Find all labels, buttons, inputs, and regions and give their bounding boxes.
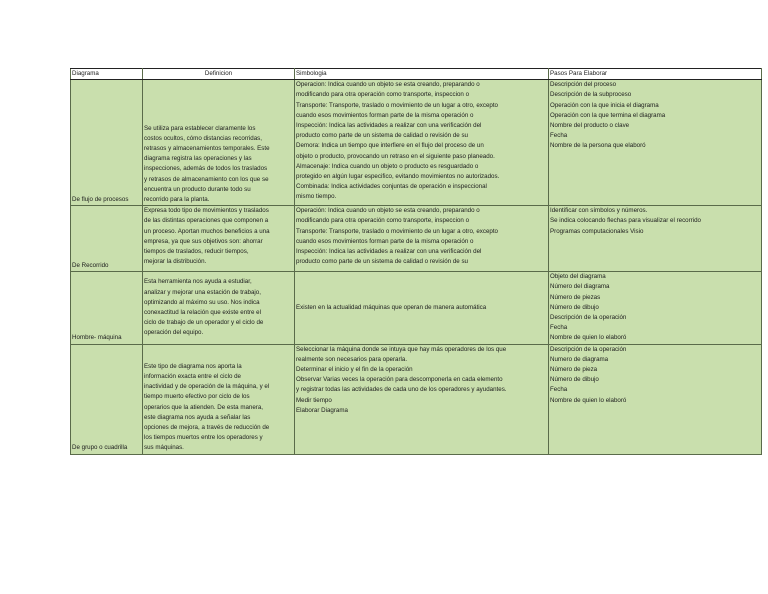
header-definicion[interactable]: Definicion (143, 69, 295, 80)
row-diagrama-grupo[interactable]: De grupo o cuadrilla (71, 344, 143, 454)
row-pasos-recorrido[interactable]: Identificar con símbolos y números. Se indica colocando flechas para visualizar el recorrido Programas computacionales Visio (549, 206, 762, 272)
table-row (71, 206, 762, 272)
row-simbologia-recorrido[interactable]: Operación: Indica cuando un objeto se esta creando, preparando o modificando para otra operación como transporte, inspeccion o Transporte: Transporte, traslado o movimiento de un lugar a otro, excepto cuando esos movimientos forman parte de la misma operación o Inspección: Indica las actividades a realizar con una verificación del producto como parte de un sistema de calidad o revisión de su (295, 206, 549, 272)
header-pasos[interactable]: Pasos Para Elaborar (549, 69, 762, 80)
row-diagrama-flujo[interactable]: De flujo de procesos (71, 80, 143, 206)
row-definicion-hombre-maquina[interactable]: Esta herramienta nos ayuda a estudiar, analizar y mejorar una estación de trabajo, optimizando al máximo su uso. Nos indica conexactitud la relación que existe entre el ciclo de trabajo de un operador y el ciclo de operación del equipo. (143, 272, 295, 344)
header-row (71, 69, 762, 80)
row-simbologia-grupo[interactable]: Seleccionar la máquina donde se intuya que hay más operadores de los que realmente son necesarios para operarla. Determinar el inicio y el fin de la operación Observar Varias veces la operación para descomponerla en cada elemento y registrar todas las actividades de cada uno de los operadores y ayudantes. Medir tiempo Elaborar Diagrama (295, 344, 549, 454)
row-diagrama-recorrido[interactable]: De Recorrido (71, 206, 143, 272)
diagram-table (70, 68, 762, 455)
row-definicion-recorrido[interactable]: Expresa todo tipo de movimientos y traslados de las distintas operaciones que componen a un proceso. Aportan muchos beneficios a una empresa, ya que sus objetivos son: ahorrar tiempos de traslados, reducir tiempos, mejorar la distribución. (143, 206, 295, 272)
row-pasos-flujo[interactable]: Descripción del proceso Descripción de la subproceso Operación con la que inicia el diagrama Operación con la que termina el diagrama Nombre del producto o clave Fecha Nombre de la persona que elaboró (549, 80, 762, 206)
row-definicion-grupo[interactable]: Este tipo de diagrama nos aporta la información exacta entre el ciclo de inactividad y de operación de la máquina, y el tiempo muerto efectivo por ciclo de los operarios que la atienden. De esta manera, este diagrama nos ayuda a señalar las opciones de mejora, a través de reducción de los tiempos muertos entre los operadores y sus máquinas. (143, 344, 295, 454)
header-simbologia[interactable]: Simbologia (295, 69, 549, 80)
row-pasos-hombre-maquina[interactable]: Objeto del diagrama Número del diagrama Número de piezas Número de dibujo Descripción de la operación Fecha Nombre de quien lo elaboró (549, 272, 762, 344)
header-diagrama[interactable]: Diagrama (71, 69, 143, 80)
table-row (71, 344, 762, 454)
table-row (71, 80, 762, 206)
row-simbologia-hombre-maquina[interactable]: Existen en la actualidad máquinas que operan de manera automática (295, 272, 549, 344)
row-definicion-flujo[interactable]: Se utiliza para establecer claramente los costos ocultos, cómo distancias recorridas, retrasos y almacenamientos temporales. Este diagrama registra las operaciones y las inspecciones, además de todos los traslados y retrasos de almacenamiento con los que se encuentra un producto durante todo su recorrido para la planta. (143, 80, 295, 206)
row-simbologia-flujo[interactable]: Operacion: Indica cuando un objeto se esta creando, preparando o modificando para otra operación como transporte, inspeccion o Transporte: Transporte, traslado o movimiento de un lugar a otro, excepto cuando esos movimientos forman parte de la misma operación o Inspección: Indica las actividades a realizar con una verificación del producto como parte de un sistema de calidad o revisión de su Demora: Indica un tiempo que interfiere en el flujo del proceso de un objeto o producto, provocando un retraso en el siguiente paso planeado. Almacenaje: Indica cuando un objeto o producto es resguardado o protegido en algún lugar especifico, evitando movimientos no autorizados. Combinada: Indica actividades conjuntas de operación e inspeccional mismo tiempo. (295, 80, 549, 206)
table-row (71, 272, 762, 344)
row-diagrama-hombre-maquina[interactable]: Hombre- máquina (71, 272, 143, 344)
row-pasos-grupo[interactable]: Descripción de la operación Numero de diagrama Número de pieza Número de dibujo Fecha Nombre de quien lo elaboró (549, 344, 762, 454)
